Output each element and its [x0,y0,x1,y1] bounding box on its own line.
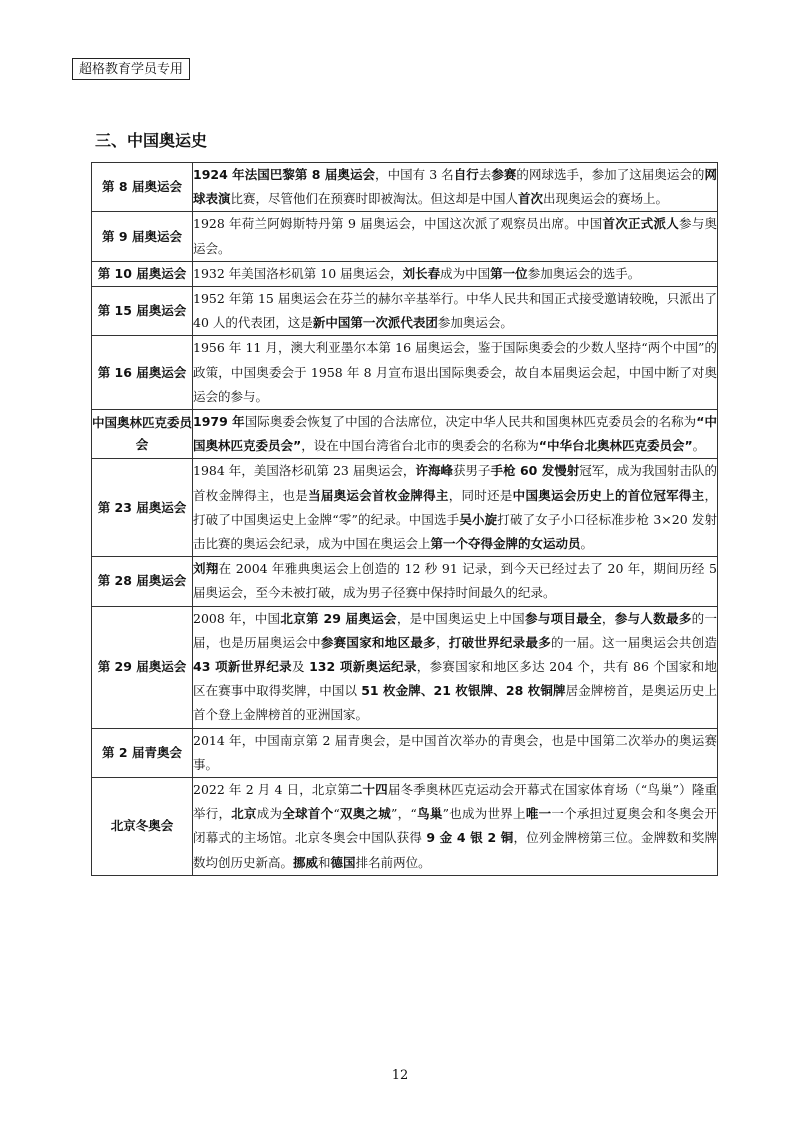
row-label: 第 15 届奥运会 [92,287,193,336]
text-segment: 比赛，尽管他们在预赛时即被淘汰。但这却是中国人 [230,191,519,207]
row-label: 第 9 届奥运会 [92,212,193,261]
text-segment: ，同时还是 [448,487,513,503]
bold-text: 第一个夺得金牌的女运动员 [430,536,581,552]
bold-text: 刘翔 [193,561,219,577]
bold-text: 手枪 60 发慢射 [490,463,580,479]
text-segment: 2014 年，中国南京第 2 届青奥会，是中国首次举办的青奥会，也是中国第二次举办的奥运赛事。 [193,732,717,772]
bold-text: 鸟巢 [416,806,443,822]
text-segment: 打破了女子小口径标准步枪 3×20 发射击比赛的奥运会纪录，成为中国在奥运会上 [193,511,717,552]
bold-text: 51 枚金牌、21 枚银牌、28 枚铜牌 [361,683,566,699]
table-row [92,557,718,606]
bold-text: 新中国第一次派代表团 [312,315,438,331]
bold-text: 首次正式派人 [602,216,679,232]
text-segment: ，参赛国家和地区多达 204 个，共有 86 个国家和地区在赛事中取得奖牌，中国以 [193,659,717,699]
bold-text: 网球表演 [193,167,717,207]
bold-text: 全球首个 [282,806,334,822]
text-segment: ， [435,634,449,650]
text-segment: 获男子 [453,463,491,479]
text-segment: 的一届。这一届奥运会共创造 [551,634,717,650]
row-content [193,212,718,261]
row-content [193,410,718,459]
table-row [92,163,718,212]
text-segment: 参加奥运会。 [437,315,513,331]
bold-text: 德国 [330,854,356,870]
text-segment: 出现奥运会的赛场上。 [543,191,669,207]
text-segment: 在 2004 年雅典奥运会上创造的 12 秒 91 记录，到今天已经过去了 20 年，期间历经 5 届奥运会，至今未被打破，成为男子径赛中保持时间最久的纪录。 [193,561,717,601]
bold-text: “中国奥林匹克委员会” [193,414,717,454]
bold-text: 参与人数最多 [614,610,692,626]
row-content [193,778,718,876]
bold-text: 许海峰 [415,463,453,479]
text-segment: 1928 年荷兰阿姆斯特丹第 9 届奥运会，中国这次派了观察员出席。中国 [193,216,603,232]
row-label: 第 23 届奥运会 [92,459,193,557]
text-segment: “ [333,806,340,822]
bold-text: 9 金 4 银 2 铜 [426,830,514,846]
table-row [92,778,718,876]
text-segment: 的网球选手，参加了这届奥运会的 [516,167,705,182]
table-body [92,163,718,876]
text-segment: ，设在中国台湾省台北市的奥委会的名称为 [301,438,539,454]
bold-text: 参赛国家和地区最多 [320,634,436,650]
text-segment: 及 [291,659,310,675]
bold-text: 43 项新世界纪录 [193,659,292,675]
row-content [193,287,718,336]
text-segment: 成为 [256,806,283,822]
text-segment: 参加奥运会的选手。 [527,265,641,281]
text-segment: ，位列金牌榜第三位。金牌数和奖牌数均创历史新高。 [193,830,717,870]
bold-text: 中国奥运会历史上的首位冠军得主 [512,487,705,503]
row-label: 第 10 届奥运会 [92,261,193,286]
bold-text: 唯一 [525,806,552,822]
olympic-history-table [91,162,718,876]
text-segment: 参与奥运会。 [193,216,717,256]
bold-text: 刘长春 [402,265,441,281]
row-label: 北京冬奥会 [92,778,193,876]
bold-text: 挪威 [293,854,319,870]
text-segment: ，中国有 3 名 [375,167,454,182]
text-segment: 1956 年 11 月，澳大利亚墨尔本第 16 届奥运会，鉴于国际奥委会的少数人坚持“两个中国”的政策，中国奥委会于 1958 年 8 月宣布退出国际奥委会，故自本届奥运会起，中国中断了对奥运会的参与。 [193,340,717,404]
row-label: 第 28 届奥运会 [92,557,193,606]
bold-text: 132 项新奥运纪录 [309,659,417,675]
text-segment: 国际奥委会恢复了中国的合法席位，决定中华人民共和国奥林匹克委员会的名称为 [244,414,697,430]
bold-text: 双奥之城 [339,806,392,822]
bold-text: 参与项目最全 [525,610,602,626]
text-segment: 。 [580,536,594,552]
text-segment: 成为中国 [440,265,491,281]
text-segment: 2022 年 2 月 4 日，北京第 [193,782,350,798]
text-segment: 届冬季奥林匹克运动会开幕式在国家体育场（“鸟巢”）隆重举行， [193,782,717,822]
bold-text: 自行 [453,167,479,182]
text-segment: ，是中国奥运史上中国 [396,610,525,626]
bold-text: 首次 [518,191,544,207]
row-label: 第 29 届奥运会 [92,606,193,728]
text-segment: 的一届，也是历届奥运会中 [193,610,717,650]
bold-text: 北京第 29 届奥运会 [280,610,397,626]
row-content [193,459,718,557]
row-content [193,606,718,728]
header-stamp: 超格教育学员专用 [72,58,190,80]
row-label: 第 16 届奥运会 [92,336,193,410]
text-segment: ，打破了中国奥运史上金牌“零”的纪录。中国选手 [193,487,717,527]
row-content [193,728,718,777]
text-segment: 1984 年，美国洛杉矶第 23 届奥运会， [193,463,416,479]
bold-text: 北京 [231,806,257,822]
table-row [92,212,718,261]
row-content [193,557,718,606]
text-segment: 排名前两位。 [355,854,431,870]
table-row [92,728,718,777]
text-segment: 去 [478,167,492,182]
row-content [193,336,718,410]
bold-text: 吴小旋 [459,511,498,527]
bold-text: 当届奥运会首枚金牌得主 [308,487,449,503]
table-row [92,410,718,459]
text-segment: 居金牌榜首，是奥运历史上首个登上金牌榜首的亚洲国家。 [193,683,717,723]
bold-text: 二十四 [349,782,388,798]
bold-text: “中华台北奥林匹克委员会” [538,438,693,454]
text-segment: 和 [318,854,331,870]
text-segment: 2008 年，中国 [193,610,281,626]
bold-text: 打破世界纪录最多 [448,634,552,650]
text-segment: 1952 年第 15 届奥运会在芬兰的赫尔辛基举行。中华人民共和国正式接受邀请较晚，只派出了 40 人的代表团，这是 [193,291,717,331]
row-content [193,163,718,212]
row-label: 第 8 届奥运会 [92,163,193,212]
page-number: 12 [391,1068,409,1083]
table-row [92,606,718,728]
bold-text: 1924 年法国巴黎第 8 届奥运会 [193,167,376,182]
bold-text: 参赛 [491,167,517,182]
row-label: 中国奥林匹克委员会 [92,410,193,459]
table-row [92,261,718,286]
row-label: 第 2 届青奥会 [92,728,193,777]
section-title: 三、中国奥运史 [95,131,208,150]
table-row [92,459,718,557]
text-segment: 。 [692,438,706,454]
text-segment: ”，“ [391,806,417,822]
text-segment: 一个承担过夏奥会和冬奥会开闭幕式的主场馆。北京冬奥会中国队获得 [193,806,717,846]
row-content [193,261,718,286]
table-row [92,336,718,410]
text-segment: 1932 年美国洛杉矶第 10 届奥运会， [193,265,403,281]
text-segment: 冠军，成为我国射击队的首枚金牌得主，也是 [193,463,717,503]
text-segment: ”也成为世界上 [442,806,526,822]
bold-text: 1979 年 [193,414,245,430]
bold-text: 第一位 [490,265,528,281]
text-segment: ， [601,610,615,626]
table-row [92,287,718,336]
